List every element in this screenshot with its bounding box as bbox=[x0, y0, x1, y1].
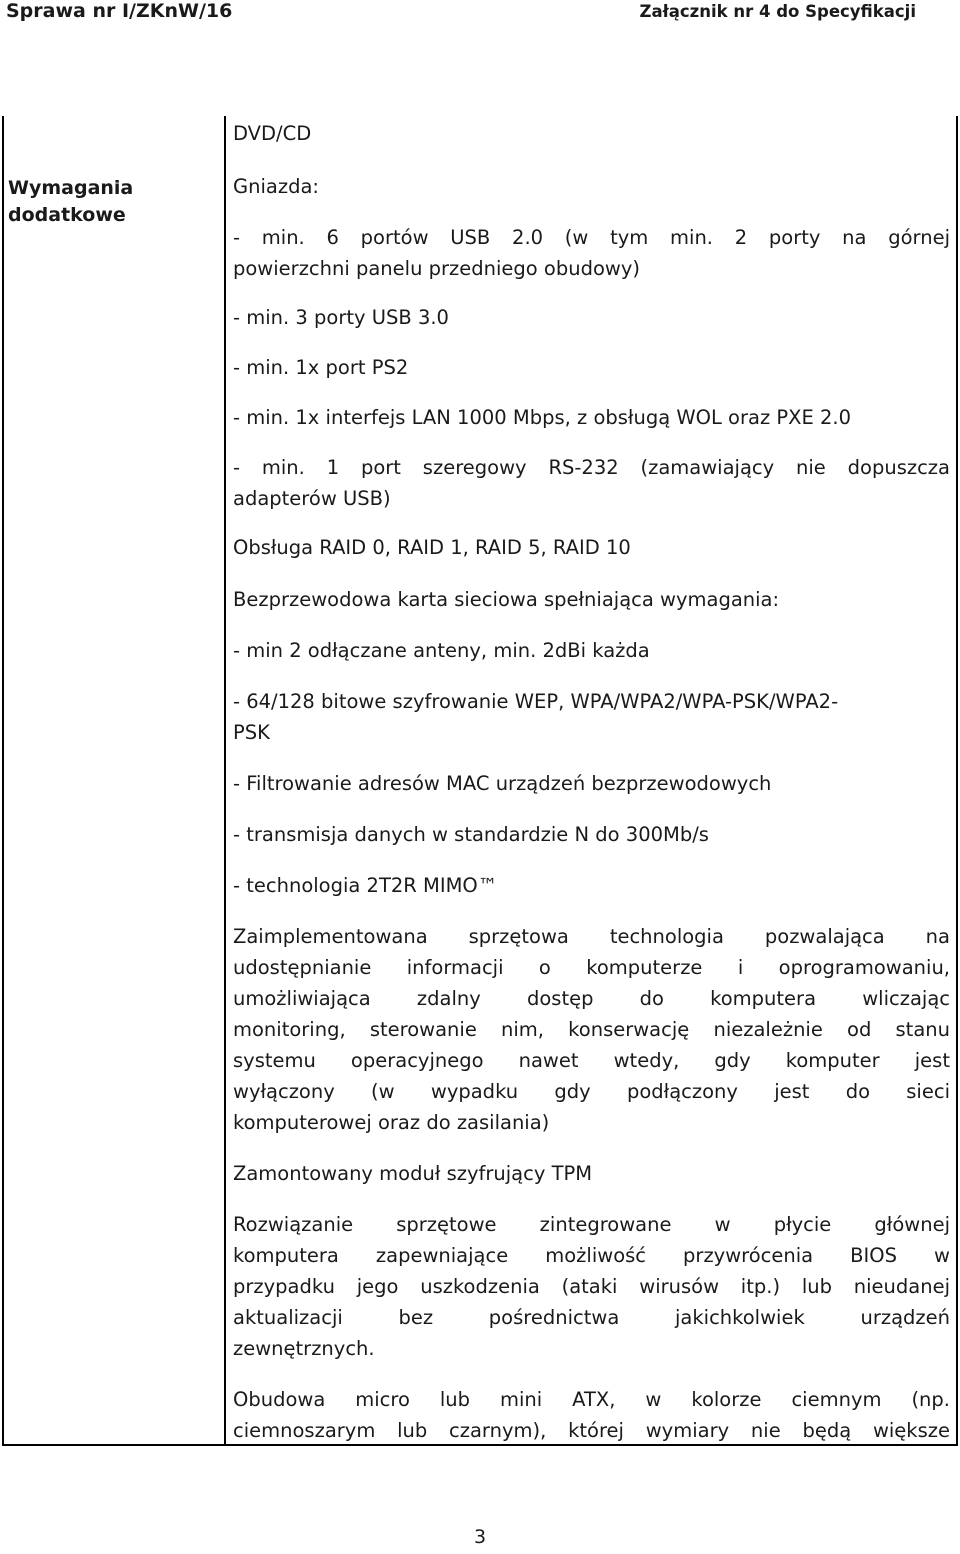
req-lan: - min. 1x interfejs LAN 1000 Mbps, z obsługą WOL oraz PXE 2.0 bbox=[233, 406, 852, 429]
req-wifi-heading: Bezprzewodowa karta sieciowa spełniająca wymagania: bbox=[233, 588, 780, 611]
req-amt-line4: monitoring, sterowanie nim, konserwację niezależnie od stanu bbox=[233, 1018, 950, 1041]
req-bios-line5: zewnętrznych. bbox=[233, 1337, 375, 1360]
req-wifi-encryption-line2: PSK bbox=[233, 721, 270, 744]
req-bios-line2: komputera zapewniające możliwość przywrócenia BIOS w bbox=[233, 1244, 950, 1267]
page-number: 3 bbox=[473, 1526, 487, 1548]
req-rs232-line2: adapterów USB) bbox=[233, 487, 391, 510]
requirements-cell bbox=[233, 118, 950, 1446]
req-wifi-antennas: - min 2 odłączane anteny, min. 2dBi każda bbox=[233, 639, 650, 662]
req-amt-line6: wyłączony (w wypadku gdy podłączony jest do sieci bbox=[233, 1080, 950, 1103]
req-amt-line3: umożliwiająca zdalny dostęp do komputera wliczając bbox=[233, 987, 950, 1010]
req-usb2-line2: powierzchni panelu przedniego obudowy) bbox=[233, 257, 640, 280]
req-amt-line7: komputerowej oraz do zasilania) bbox=[233, 1111, 550, 1134]
req-wifi-mac: - Filtrowanie adresów MAC urządzeń bezprzewodowych bbox=[233, 772, 772, 795]
req-ps2: - min. 1x port PS2 bbox=[233, 356, 409, 379]
req-usb2-line1: - min. 6 portów USB 2.0 (w tym min. 2 porty na górnej bbox=[233, 226, 950, 249]
req-wifi-mimo: - technologia 2T2R MIMO™ bbox=[233, 874, 498, 897]
req-amt-line5: systemu operacyjnego nawet wtedy, gdy komputer jest bbox=[233, 1049, 950, 1072]
req-raid: Obsługa RAID 0, RAID 1, RAID 5, RAID 10 bbox=[233, 536, 631, 559]
req-usb3: - min. 3 porty USB 3.0 bbox=[233, 306, 449, 329]
req-dvd: DVD/CD bbox=[233, 122, 312, 145]
page-header bbox=[0, 0, 960, 22]
req-bios-line1: Rozwiązanie sprzętowe zintegrowane w płycie głównej bbox=[233, 1213, 950, 1236]
case-number: Sprawa nr I/ZKnW/16 bbox=[6, 0, 233, 22]
req-tpm: Zamontowany moduł szyfrujący TPM bbox=[233, 1162, 593, 1185]
row-label-line: Wymagania bbox=[8, 177, 134, 199]
attachment-title: Załącznik nr 4 do Specyfikacji bbox=[639, 2, 916, 21]
req-wifi-encryption-line1: - 64/128 bitowe szyfrowanie WEP, WPA/WPA2/WPA-PSK/WPA2- bbox=[233, 690, 839, 713]
req-amt-line2: udostępnianie informacji o komputerze i oprogramowaniu, bbox=[233, 956, 950, 979]
req-amt-line1: Zaimplementowana sprzętowa technologia pozwalająca na bbox=[233, 925, 950, 948]
req-case-line1: Obudowa micro lub mini ATX, w kolorze ciemnym (np. bbox=[233, 1388, 950, 1411]
req-wifi-standard: - transmisja danych w standardzie N do 300Mb/s bbox=[233, 823, 709, 846]
req-ports-heading: Gniazda: bbox=[233, 175, 319, 198]
req-bios-line4: aktualizacji bez pośrednictwa jakichkolwiek urządzeń bbox=[233, 1306, 950, 1329]
column-divider bbox=[224, 116, 226, 1446]
row-label-line: dodatkowe bbox=[8, 204, 126, 226]
req-case-line2: ciemnoszarym lub czarnym), której wymiary nie będą większe bbox=[233, 1419, 950, 1442]
row-label bbox=[8, 175, 218, 229]
req-bios-line3: przypadku jego uszkodzenia (ataki wirusów itp.) lub nieudanej bbox=[233, 1275, 950, 1298]
req-rs232-line1: - min. 1 port szeregowy RS-232 (zamawiający nie dopuszcza bbox=[233, 456, 950, 479]
